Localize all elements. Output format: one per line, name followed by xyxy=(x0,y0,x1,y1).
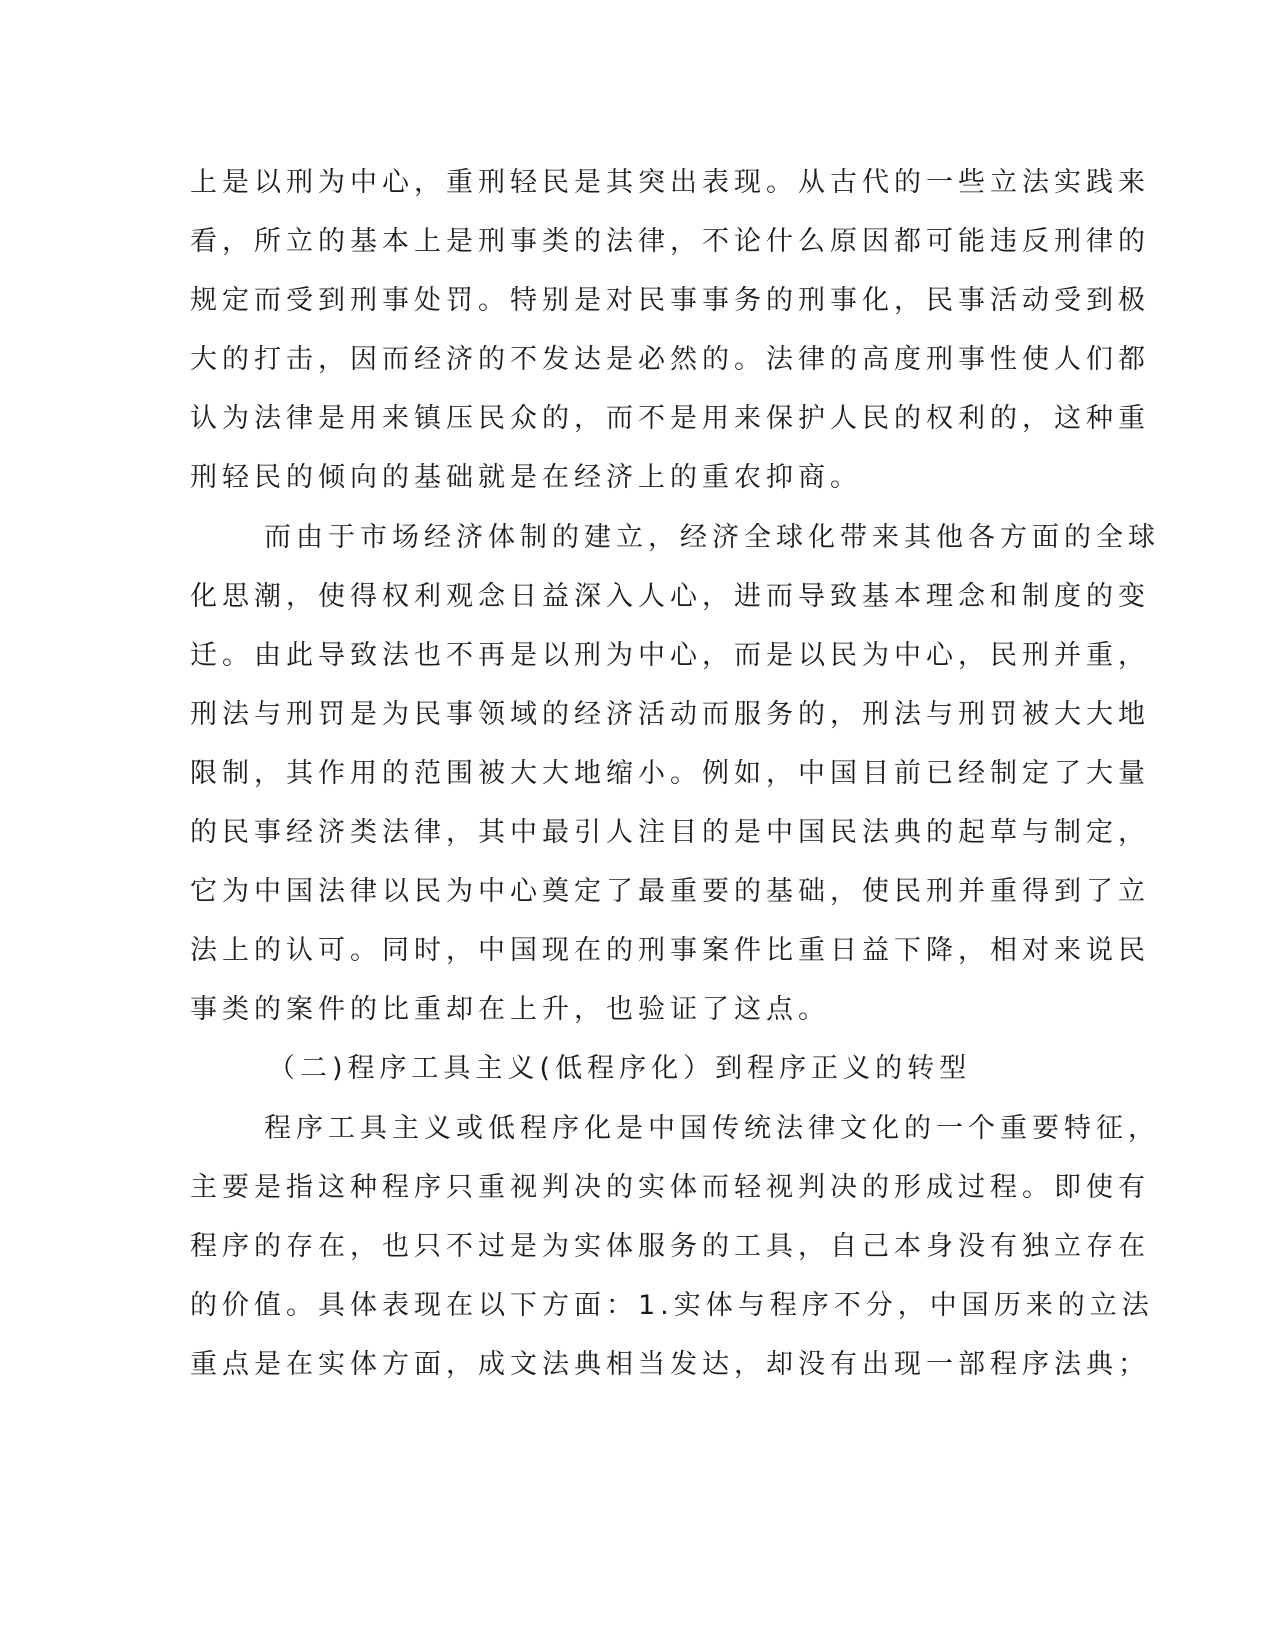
section-heading: （二)程序工具主义(低程序化）到程序正义的转型 xyxy=(268,1053,972,1084)
paragraph-line: 它为中国法律以民为中心奠定了最重要的基础，使民刑并重得到了立 xyxy=(190,876,1150,907)
paragraph-line: 的价值。具体表现在以下方面：1.实体与程序不分，中国历来的立法 xyxy=(190,1290,1154,1321)
paragraph-line: 上是以刑为中心，重刑轻民是其突出表现。从古代的一些立法实践来 xyxy=(190,167,1150,198)
paragraph-line: 程序的存在，也只不过是为实体服务的工具，自己本身没有独立存在 xyxy=(190,1231,1150,1262)
paragraph-line: 程序工具主义或低程序化是中国传统法律文化的一个重要特征， xyxy=(264,1113,1160,1144)
paragraph-line: 迁。由此导致法也不再是以刑为中心，而是以民为中心，民刑并重， xyxy=(190,640,1150,671)
paragraph-line: 规定而受到刑事处罚。特别是对民事事务的刑事化，民事活动受到极 xyxy=(190,285,1150,316)
paragraph-line: 限制，其作用的范围被大大地缩小。例如，中国目前已经制定了大量 xyxy=(190,758,1150,789)
paragraph-line: 主要是指这种程序只重视判决的实体而轻视判决的形成过程。即使有 xyxy=(190,1172,1150,1203)
paragraph-line: 的民事经济类法律，其中最引人注目的是中国民法典的起草与制定， xyxy=(190,817,1150,848)
paragraph-line: 而由于市场经济体制的建立，经济全球化带来其他各方面的全球 xyxy=(264,522,1160,553)
paragraph-line: 法上的认可。同时，中国现在的刑事案件比重日益下降，相对来说民 xyxy=(190,935,1150,966)
paragraph-line: 刑轻民的倾向的基础就是在经济上的重农抑商。 xyxy=(190,462,862,493)
paragraph-line: 认为法律是用来镇压民众的，而不是用来保护人民的权利的，这种重 xyxy=(190,403,1150,434)
paragraph-line: 化思潮，使得权利观念日益深入人心，进而导致基本理念和制度的变 xyxy=(190,581,1150,612)
paragraph-line: 大的打击，因而经济的不发达是必然的。法律的高度刑事性使人们都 xyxy=(190,344,1150,375)
paragraph-line: 重点是在实体方面，成文法典相当发达，却没有出现一部程序法典； xyxy=(190,1349,1150,1380)
paragraph-line: 看，所立的基本上是刑事类的法律，不论什么原因都可能违反刑律的 xyxy=(190,226,1150,257)
paragraph-line: 刑法与刑罚是为民事领域的经济活动而服务的，刑法与刑罚被大大地 xyxy=(190,699,1150,730)
paragraph-line: 事类的案件的比重却在上升，也验证了这点。 xyxy=(190,994,830,1025)
